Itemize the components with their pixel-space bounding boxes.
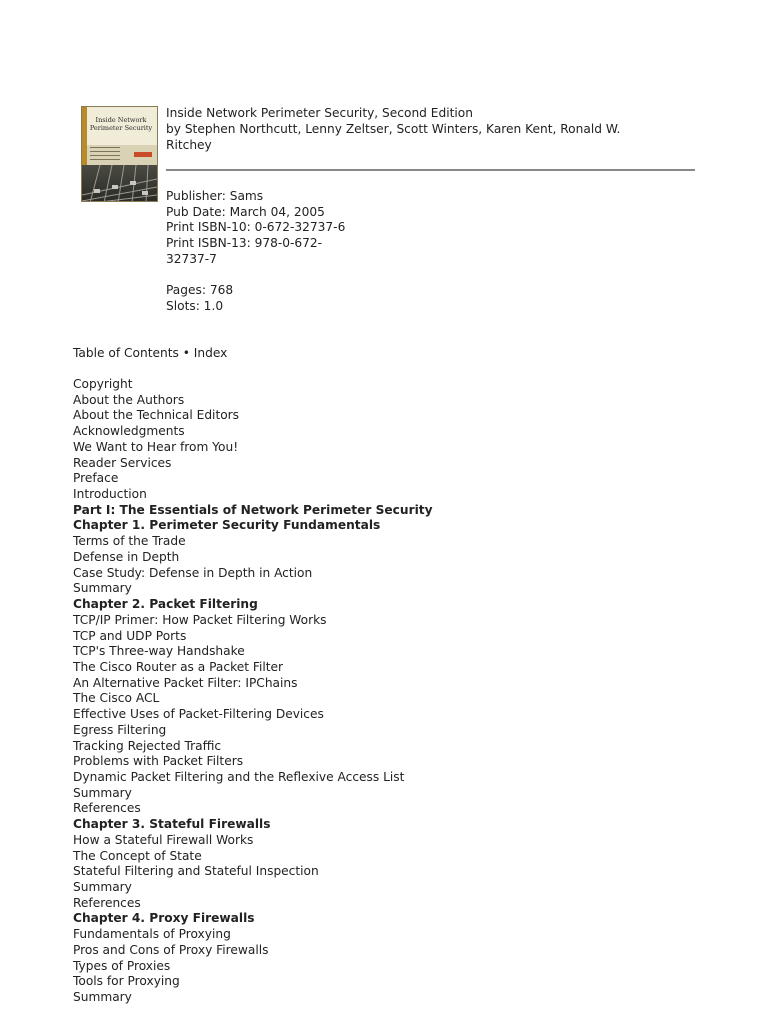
toc-entry[interactable]: The Cisco ACL bbox=[73, 691, 160, 706]
toc-entry[interactable]: Tracking Rejected Traffic bbox=[73, 738, 222, 753]
toc-entry[interactable]: Acknowledgments bbox=[73, 424, 185, 439]
pages: Pages: 768 bbox=[166, 283, 234, 298]
table-of-contents-link[interactable]: Table of Contents bbox=[73, 346, 179, 360]
book-header bbox=[166, 106, 696, 153]
toc-heading[interactable]: Chapter 4. Proxy Firewalls bbox=[73, 911, 255, 926]
toc-entry[interactable]: TCP's Three-way Handshake bbox=[73, 644, 245, 659]
cover-edition-badge bbox=[134, 152, 152, 157]
toc-heading[interactable]: Chapter 1. Perimeter Security Fundamentals bbox=[73, 518, 381, 533]
toc-entry[interactable]: An Alternative Packet Filter: IPChains bbox=[73, 675, 298, 690]
cover-title bbox=[86, 117, 156, 132]
toc-entry[interactable]: Case Study: Defense in Depth in Action bbox=[73, 565, 313, 580]
book-authors-line1: by Stephen Northcutt, Lenny Zeltser, Scott Winters, Karen Kent, Ronald W. bbox=[166, 121, 621, 136]
publication-details bbox=[166, 189, 386, 315]
cover-graphic bbox=[82, 165, 157, 202]
isbn-13-line2: 32737-7 bbox=[166, 251, 217, 266]
toc-entry[interactable]: Tools for Proxying bbox=[73, 974, 180, 989]
toc-entry[interactable]: Copyright bbox=[73, 377, 133, 391]
cover-title-line1: Inside Network bbox=[95, 116, 147, 124]
toc-entry[interactable]: Pros and Cons of Proxy Firewalls bbox=[73, 942, 269, 957]
toc-entry[interactable]: Defense in Depth bbox=[73, 549, 180, 564]
toc-entry[interactable]: Summary bbox=[73, 581, 132, 596]
toc-entry[interactable]: How a Stateful Firewall Works bbox=[73, 832, 254, 847]
isbn-10: Print ISBN-10: 0-672-32737-6 bbox=[166, 220, 346, 235]
toc-entry[interactable]: Stateful Filtering and Stateful Inspection bbox=[73, 864, 319, 879]
toc-entry[interactable]: Summary bbox=[73, 785, 132, 800]
pub-date: Pub Date: March 04, 2005 bbox=[166, 204, 325, 219]
toc-entry[interactable]: Problems with Packet Filters bbox=[73, 754, 244, 769]
toc-entry[interactable]: References bbox=[73, 895, 141, 910]
book-title: Inside Network Perimeter Security, Second Edition bbox=[166, 106, 473, 120]
toc-entry[interactable]: Summary bbox=[73, 990, 132, 1005]
toc-entry[interactable]: Effective Uses of Packet-Filtering Devices bbox=[73, 707, 324, 722]
cover-title-line2: Perimeter Security bbox=[89, 123, 153, 132]
toc-entry[interactable]: Reader Services bbox=[73, 455, 172, 470]
navigation-links bbox=[73, 346, 227, 362]
toc-entry[interactable]: Introduction bbox=[73, 487, 147, 502]
book-cover-image bbox=[81, 106, 158, 202]
toc-entry[interactable]: About the Technical Editors bbox=[73, 408, 240, 423]
toc-heading[interactable]: Chapter 2. Packet Filtering bbox=[73, 597, 258, 612]
toc-entry[interactable]: TCP and UDP Ports bbox=[73, 628, 187, 643]
book-authors-line2: Ritchey bbox=[166, 137, 212, 152]
cover-author-lines bbox=[90, 147, 120, 163]
toc-entry[interactable]: Dynamic Packet Filtering and the Reflexive Access List bbox=[73, 769, 405, 784]
toc-entry[interactable]: Summary bbox=[73, 880, 132, 894]
toc-heading[interactable]: Part I: The Essentials of Network Perimeter Security bbox=[73, 502, 433, 517]
index-link[interactable]: Index bbox=[193, 346, 228, 360]
toc-entry[interactable]: About the Authors bbox=[73, 392, 185, 407]
toc-entry[interactable]: Fundamentals of Proxying bbox=[73, 927, 231, 942]
toc-entry[interactable]: References bbox=[73, 801, 141, 816]
publisher: Publisher: Sams bbox=[166, 189, 264, 203]
nav-separator: • bbox=[178, 346, 194, 360]
toc-entry[interactable]: Egress Filtering bbox=[73, 722, 167, 737]
toc-entry[interactable]: TCP/IP Primer: How Packet Filtering Works bbox=[73, 612, 327, 627]
toc-entry[interactable]: The Cisco Router as a Packet Filter bbox=[73, 659, 284, 674]
table-of-contents-list bbox=[73, 377, 433, 1006]
toc-heading[interactable]: Chapter 3. Stateful Firewalls bbox=[73, 817, 271, 832]
toc-entry[interactable]: We Want to Hear from You! bbox=[73, 439, 239, 454]
toc-entry[interactable]: Types of Proxies bbox=[73, 958, 171, 973]
slots: Slots: 1.0 bbox=[166, 298, 224, 313]
toc-entry[interactable]: Preface bbox=[73, 471, 119, 486]
toc-entry[interactable]: The Concept of State bbox=[73, 848, 202, 863]
isbn-13-line1: Print ISBN-13: 978-0-672- bbox=[166, 236, 323, 251]
toc-entry[interactable]: Terms of the Trade bbox=[73, 534, 186, 549]
header-divider bbox=[166, 169, 695, 171]
